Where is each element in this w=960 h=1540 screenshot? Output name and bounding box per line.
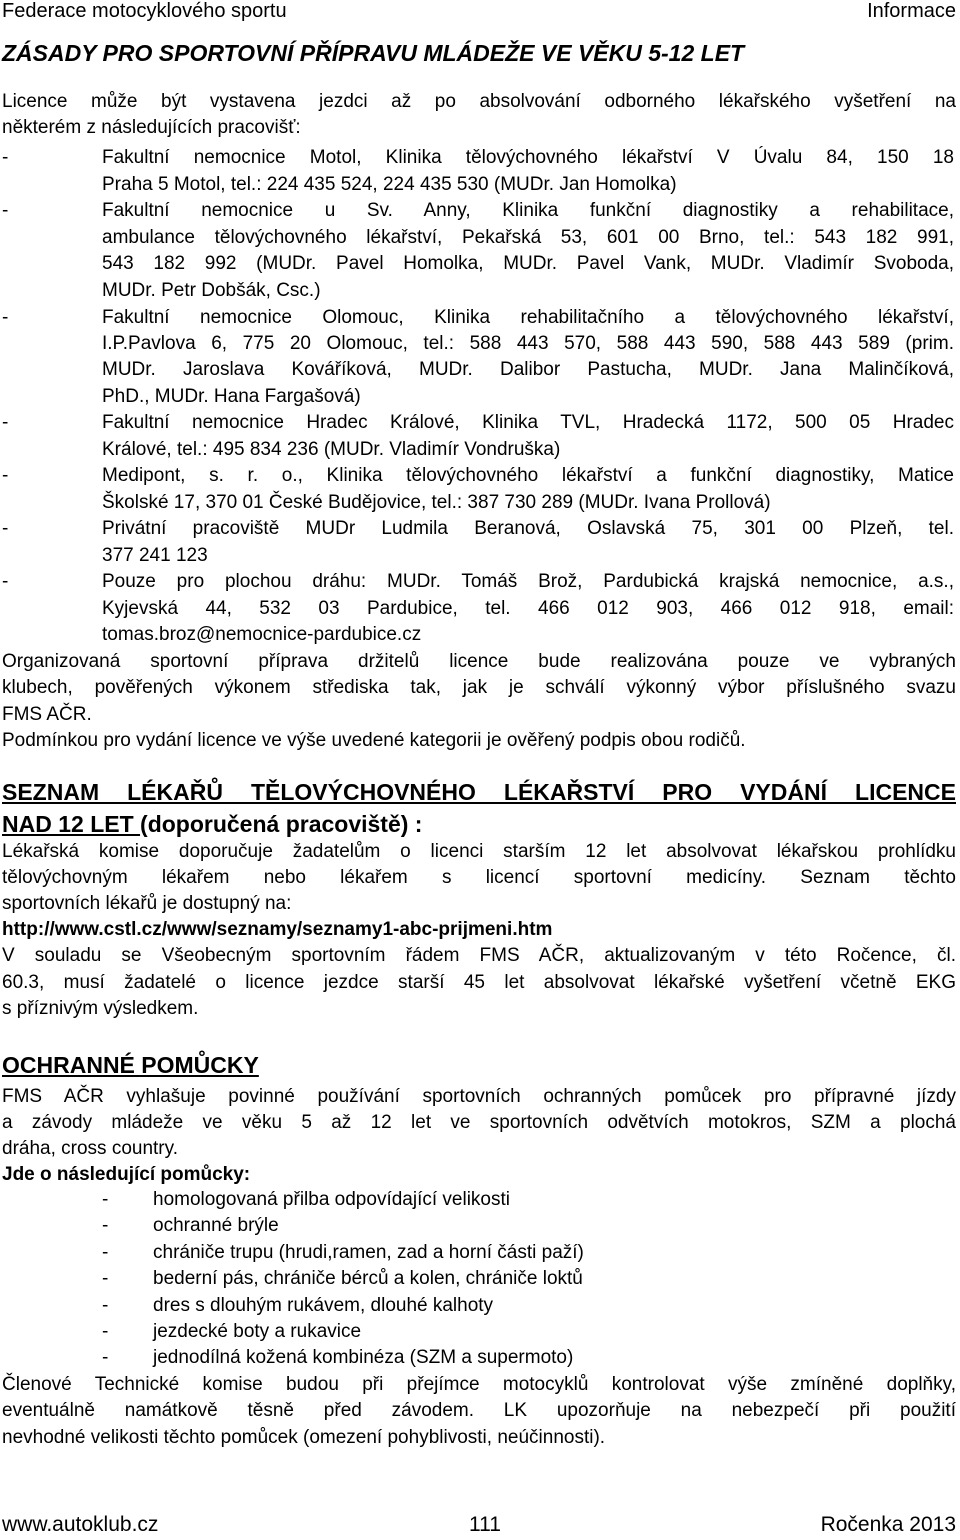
page-number: 111 bbox=[469, 1513, 501, 1536]
clinic-dash: - bbox=[2, 307, 9, 328]
clinic-line: Fakultní nemocnice Hradec Králové, Klinika TVL, Hradecká 1172, 500 05 Hradec bbox=[102, 412, 954, 433]
ekg-para-line: s příznivým výsledkem. bbox=[2, 998, 199, 1019]
clinic-dash: - bbox=[2, 200, 9, 221]
protective-item: chrániče trupu (hrudi,ramen, zad a horní části paží) bbox=[153, 1241, 584, 1263]
protective-para-line: dráha, cross country. bbox=[2, 1138, 179, 1159]
clinic-line: Pouze pro plochou dráhu: MUDr. Tomáš Brož, Pardubická krajská nemocnice, a.s., bbox=[102, 571, 954, 592]
clinic-line: Fakultní nemocnice u Sv. Anny, Klinika funkční diagnostiky a rehabilitace, bbox=[102, 200, 954, 221]
doctors-list-url: http://www.cstl.cz/www/seznamy/seznamy1-abc-prijmeni.htm bbox=[2, 919, 553, 940]
doctors-para-line: sportovních lékařů je dostupný na: bbox=[2, 893, 292, 914]
protective-item-dash: - bbox=[102, 1347, 109, 1369]
protective-item: bederní pás, chrániče bérců a kolen, chrániče loktů bbox=[153, 1268, 583, 1290]
ekg-para-line: V souladu se Všeobecným sportovním řádem FMS AČR, aktualizovaným v této Ročence, čl. bbox=[2, 945, 956, 966]
clinic-line: tomas.broz@nemocnice-pardubice.cz bbox=[102, 624, 422, 645]
clinic-line: 377 241 123 bbox=[102, 545, 208, 566]
header-org: Federace motocyklového sportu bbox=[2, 0, 287, 22]
protective-list-title: Jde o následující pomůcky: bbox=[2, 1164, 251, 1185]
clinic-line: MUDr. Petr Dobšák, Csc.) bbox=[102, 280, 321, 301]
organized-line: klubech, pověřených výkonem střediska tak, jak je schválí výkonný výbor příslušného svazu bbox=[2, 677, 956, 698]
protective-item-dash: - bbox=[102, 1321, 109, 1342]
clinic-line: PhD., MUDr. Hana Fargašová) bbox=[102, 386, 361, 407]
organized-line: FMS AČR. bbox=[2, 704, 92, 725]
heading-plain-part: (doporučená pracoviště) : bbox=[140, 811, 423, 837]
inspection-para-line: nevhodné velikosti těchto pomůcek (omezení pohyblivosti, neúčinnosti). bbox=[2, 1427, 606, 1448]
protective-para-line: FMS AČR vyhlašuje povinné používání sportovních ochranných pomůcek pro přípravné jízdy bbox=[2, 1086, 956, 1107]
clinic-line: MUDr. Jaroslava Kováříková, MUDr. Dalibor Pastucha, MUDr. Jana Malinčíková, bbox=[102, 359, 954, 380]
clinic-dash: - bbox=[2, 518, 9, 539]
clinic-line: I.P.Pavlova 6, 775 20 Olomouc, tel.: 588 443 570, 588 443 590, 588 443 589 (prim. bbox=[102, 333, 954, 354]
clinic-line: Králové, tel.: 495 834 236 (MUDr. Vladimír Vondruška) bbox=[102, 439, 561, 460]
heading-underlined-part: NAD 12 LET bbox=[2, 811, 141, 837]
page-header bbox=[0, 0, 960, 24]
footer-website: www.autoklub.cz bbox=[2, 1513, 159, 1536]
clinic-line: Medipont, s. r. o., Klinika tělovýchovného lékařství a funkční diagnostiky, Matice bbox=[102, 465, 954, 486]
organized-line: Organizovaná sportovní příprava držitelů licence bude realizována pouze ve vybraných bbox=[2, 651, 956, 672]
clinic-dash: - bbox=[2, 412, 9, 433]
page-title: ZÁSADY PRO SPORTOVNÍ PŘÍPRAVU MLÁDEŽE VE VĚKU 5-12 LET bbox=[2, 40, 745, 66]
section-heading-protective: OCHRANNÉ POMŮCKY bbox=[2, 1052, 259, 1078]
doctors-para-line: tělovýchovným lékařem nebo lékařem s licencí sportovní medicíny. Seznam těchto bbox=[2, 867, 956, 888]
inspection-para-line: Členové Technické komise budou při přejímce motocyklů kontrolovat výše zmíněné doplňky, bbox=[2, 1374, 956, 1395]
protective-para-line: a závody mládeže ve věku 5 až 12 let ve sportovních odvětvích motokros, SZM a plochá bbox=[2, 1112, 956, 1133]
clinic-line: Praha 5 Motol, tel.: 224 435 524, 224 435 530 (MUDr. Jan Homolka) bbox=[102, 174, 677, 195]
clinic-line: Školské 17, 370 01 České Budějovice, tel.: 387 730 289 (MUDr. Ivana Prollová) bbox=[102, 492, 771, 513]
protective-item-dash: - bbox=[102, 1215, 109, 1237]
clinic-dash: - bbox=[2, 147, 9, 168]
clinic-line: Fakultní nemocnice Olomouc, Klinika rehabilitačního a tělovýchovného lékařství, bbox=[102, 307, 954, 328]
protective-item-dash: - bbox=[102, 1189, 109, 1210]
clinic-dash: - bbox=[2, 571, 9, 592]
clinic-line: 543 182 992 (MUDr. Pavel Homolka, MUDr. Pavel Vank, MUDr. Vladimír Svoboda, bbox=[102, 253, 954, 274]
footer-yearbook: Ročenka 2013 bbox=[820, 1513, 956, 1536]
protective-item-dash: - bbox=[102, 1241, 109, 1263]
protective-item: dres s dlouhým rukávem, dlouhé kalhoty bbox=[153, 1294, 494, 1316]
intro-line: některém z následujících pracovišť: bbox=[2, 117, 301, 138]
protective-item: ochranné brýle bbox=[153, 1215, 279, 1237]
ekg-para-line: 60.3, musí žadatelé o licence jezdce starší 45 let absolvovat lékařské vyšetření včetně EKG bbox=[2, 972, 956, 993]
doctors-para-line: Lékařská komise doporučuje žadatelům o licenci starším 12 let absolvovat lékařskou prohlídku bbox=[2, 841, 956, 862]
clinic-line: ambulance tělovýchovného lékařství, Pekařská 53, 601 00 Brno, tel.: 543 182 991, bbox=[102, 227, 954, 248]
clinic-line: Privátní pracoviště MUDr Ludmila Beranová, Oslavská 75, 301 00 Plzeň, tel. bbox=[102, 518, 954, 539]
clinic-line: Fakultní nemocnice Motol, Klinika tělovýchovného lékařství V Úvalu 84, 150 18 bbox=[102, 147, 954, 168]
section-heading-doctors: SEZNAM LÉKAŘŮ TĚLOVÝCHOVNÉHO LÉKAŘSTVÍ PRO VYDÁNÍ LICENCE bbox=[2, 779, 956, 805]
section-heading-doctors-2 bbox=[2, 808, 422, 840]
clinic-line: Kyjevská 44, 532 03 Pardubice, tel. 466 012 903, 466 012 918, email: bbox=[102, 598, 954, 619]
protective-item-dash: - bbox=[102, 1268, 109, 1290]
protective-item: homologovaná přilba odpovídající velikosti bbox=[153, 1189, 510, 1210]
intro-line: Licence může být vystavena jezdci až po absolvování odborného lékařského vyšetření na bbox=[2, 91, 956, 112]
inspection-para-line: eventuálně namátkově těsně před závodem. LK upozorňuje na nebezpečí při použití bbox=[2, 1400, 956, 1421]
protective-item: jednodílná kožená kombinéza (SZM a supermoto) bbox=[153, 1347, 574, 1369]
header-section: Informace bbox=[867, 0, 956, 22]
clinic-dash: - bbox=[2, 465, 9, 486]
condition-paragraph: Podmínkou pro vydání licence ve výše uvedené kategorii je ověřený podpis obou rodičů. bbox=[2, 730, 746, 751]
protective-item: jezdecké boty a rukavice bbox=[153, 1321, 362, 1342]
protective-item-dash: - bbox=[102, 1294, 109, 1316]
